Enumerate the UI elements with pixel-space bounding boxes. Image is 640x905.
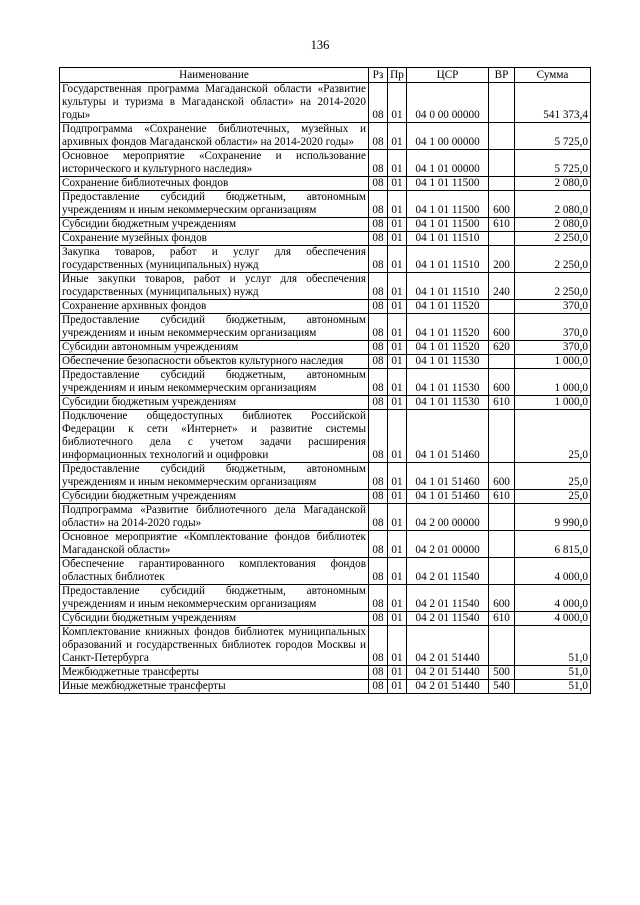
cell-rz: 08 [369,218,388,232]
cell-vr: 610 [489,396,515,410]
cell-name: Подпрограмма «Сохранение библиотечных, музейных и архивных фондов Магаданской области» на 2014-2020 годы» [60,123,369,150]
cell-sum: 25,0 [515,410,591,463]
cell-sum: 5 725,0 [515,150,591,177]
cell-name: Субсидии бюджетным учреждениям [60,490,369,504]
cell-sum: 51,0 [515,666,591,680]
cell-csr: 04 1 01 11500 [407,218,489,232]
table-row [60,410,591,463]
cell-name: Субсидии бюджетным учреждениям [60,218,369,232]
cell-csr: 04 1 01 11510 [407,232,489,246]
cell-sum: 1 000,0 [515,369,591,396]
cell-csr: 04 1 01 11530 [407,369,489,396]
cell-sum: 6 815,0 [515,531,591,558]
table-row [60,531,591,558]
cell-rz: 08 [369,612,388,626]
cell-pr: 01 [388,531,407,558]
cell-csr: 04 1 01 11500 [407,177,489,191]
cell-name: Государственная программа Магаданской области «Развитие культуры и туризма в Магаданской области» на 2014-2020 годы» [60,83,369,123]
cell-rz: 08 [369,341,388,355]
cell-sum: 51,0 [515,626,591,666]
cell-vr: 600 [489,191,515,218]
cell-rz: 08 [369,83,388,123]
table-row [60,123,591,150]
cell-rz: 08 [369,369,388,396]
cell-pr: 01 [388,680,407,694]
cell-vr [489,626,515,666]
cell-sum: 4 000,0 [515,585,591,612]
cell-pr: 01 [388,585,407,612]
cell-sum: 4 000,0 [515,612,591,626]
cell-csr: 04 1 01 11520 [407,341,489,355]
cell-csr: 04 2 01 11540 [407,585,489,612]
table-row [60,626,591,666]
table-row [60,232,591,246]
table-row [60,490,591,504]
cell-vr: 610 [489,490,515,504]
cell-csr: 04 2 01 11540 [407,558,489,585]
table-row [60,585,591,612]
cell-name: Межбюджетные трансферты [60,666,369,680]
header-vr: ВР [489,68,515,83]
cell-pr: 01 [388,123,407,150]
cell-rz: 08 [369,232,388,246]
cell-sum: 25,0 [515,463,591,490]
cell-pr: 01 [388,558,407,585]
cell-name: Закупка товаров, работ и услуг для обеспечения государственных (муниципальных) нужд [60,246,369,273]
cell-pr: 01 [388,463,407,490]
header-pr: Пр [388,68,407,83]
cell-csr: 04 1 01 11510 [407,273,489,300]
cell-name: Сохранение архивных фондов [60,300,369,314]
cell-csr: 04 1 01 11510 [407,246,489,273]
cell-csr: 04 1 01 11520 [407,300,489,314]
cell-vr [489,410,515,463]
cell-sum: 2 250,0 [515,232,591,246]
cell-name: Предоставление субсидий бюджетным, автономным учреждениям и иным некоммерческим организациям [60,314,369,341]
cell-vr [489,558,515,585]
table-row [60,341,591,355]
cell-vr: 610 [489,218,515,232]
cell-sum: 2 080,0 [515,191,591,218]
cell-sum: 370,0 [515,300,591,314]
cell-rz: 08 [369,626,388,666]
cell-csr: 04 1 01 51460 [407,463,489,490]
cell-name: Субсидии бюджетным учреждениям [60,612,369,626]
cell-rz: 08 [369,396,388,410]
cell-pr: 01 [388,314,407,341]
cell-sum: 5 725,0 [515,123,591,150]
cell-name: Субсидии автономным учреждениям [60,341,369,355]
table-row [60,666,591,680]
cell-rz: 08 [369,585,388,612]
cell-csr: 04 1 01 51460 [407,490,489,504]
cell-name: Сохранение библиотечных фондов [60,177,369,191]
cell-sum: 2 250,0 [515,246,591,273]
cell-vr [489,232,515,246]
cell-name: Подпрограмма «Развитие библиотечного дела Магаданской области» на 2014-2020 годы» [60,504,369,531]
cell-pr: 01 [388,218,407,232]
table-row [60,246,591,273]
table-row [60,680,591,694]
cell-pr: 01 [388,504,407,531]
cell-csr: 04 1 01 00000 [407,150,489,177]
cell-sum: 541 373,4 [515,83,591,123]
cell-csr: 04 1 01 11530 [407,396,489,410]
table-row [60,218,591,232]
cell-vr: 500 [489,666,515,680]
cell-rz: 08 [369,666,388,680]
cell-vr [489,300,515,314]
cell-vr: 600 [489,314,515,341]
cell-pr: 01 [388,666,407,680]
cell-csr: 04 1 01 51460 [407,410,489,463]
cell-vr: 600 [489,463,515,490]
header-sum: Сумма [515,68,591,83]
cell-vr: 200 [489,246,515,273]
cell-sum: 2 250,0 [515,273,591,300]
header-rz: Рз [369,68,388,83]
cell-pr: 01 [388,490,407,504]
cell-rz: 08 [369,680,388,694]
page-number: 136 [310,38,330,52]
cell-vr: 540 [489,680,515,694]
cell-name: Предоставление субсидий бюджетным, автономным учреждениям и иным некоммерческим организациям [60,369,369,396]
budget-table [59,67,591,694]
table-row [60,177,591,191]
cell-name: Сохранение музейных фондов [60,232,369,246]
cell-csr: 04 1 00 00000 [407,123,489,150]
table-row [60,273,591,300]
cell-vr [489,83,515,123]
table-row [60,396,591,410]
cell-csr: 04 1 01 11530 [407,355,489,369]
table-row [60,191,591,218]
cell-sum: 370,0 [515,341,591,355]
cell-name: Подключение общедоступных библиотек Российской Федерации к сети «Интернет» и развитие системы библиотечного дела с учетом задачи расширения информационных технологий и оцифровки [60,410,369,463]
cell-csr: 04 2 01 51440 [407,626,489,666]
cell-sum: 51,0 [515,680,591,694]
cell-rz: 08 [369,191,388,218]
table-row [60,463,591,490]
cell-rz: 08 [369,177,388,191]
cell-vr [489,531,515,558]
cell-name: Основное мероприятие «Сохранение и использование исторического и культурного наследия» [60,150,369,177]
cell-vr: 600 [489,369,515,396]
cell-pr: 01 [388,150,407,177]
table-row [60,150,591,177]
cell-rz: 08 [369,355,388,369]
cell-vr [489,355,515,369]
cell-sum: 2 080,0 [515,218,591,232]
cell-pr: 01 [388,273,407,300]
cell-pr: 01 [388,300,407,314]
cell-rz: 08 [369,123,388,150]
cell-name: Иные закупки товаров, работ и услуг для обеспечения государственных (муниципальных) нужд [60,273,369,300]
cell-rz: 08 [369,314,388,341]
table-row [60,314,591,341]
table-row [60,355,591,369]
cell-csr: 04 2 01 11540 [407,612,489,626]
cell-vr: 620 [489,341,515,355]
cell-pr: 01 [388,177,407,191]
table-row [60,83,591,123]
cell-rz: 08 [369,531,388,558]
cell-rz: 08 [369,273,388,300]
cell-name: Иные межбюджетные трансферты [60,680,369,694]
cell-csr: 04 1 01 11520 [407,314,489,341]
table-row [60,612,591,626]
cell-rz: 08 [369,246,388,273]
cell-pr: 01 [388,396,407,410]
cell-vr [489,123,515,150]
cell-pr: 01 [388,626,407,666]
cell-vr: 600 [489,585,515,612]
cell-sum: 25,0 [515,490,591,504]
cell-name: Предоставление субсидий бюджетным, автономным учреждениям и иным некоммерческим организациям [60,585,369,612]
cell-name: Основное мероприятие «Комплектование фондов библиотек Магаданской области» [60,531,369,558]
table-row [60,504,591,531]
cell-vr [489,504,515,531]
cell-csr: 04 1 01 11500 [407,191,489,218]
cell-pr: 01 [388,410,407,463]
cell-name: Комплектование книжных фондов библиотек муниципальных образований и государственных библиотек городов Москвы и Санкт-Петербурга [60,626,369,666]
cell-pr: 01 [388,341,407,355]
cell-sum: 2 080,0 [515,177,591,191]
cell-pr: 01 [388,232,407,246]
cell-pr: 01 [388,369,407,396]
header-name: Наименование [60,68,369,83]
cell-csr: 04 2 01 00000 [407,531,489,558]
cell-name: Предоставление субсидий бюджетным, автономным учреждениям и иным некоммерческим организациям [60,191,369,218]
cell-name: Субсидии бюджетным учреждениям [60,396,369,410]
table-header-row [60,68,591,83]
cell-rz: 08 [369,490,388,504]
table-row [60,369,591,396]
cell-rz: 08 [369,504,388,531]
cell-vr [489,150,515,177]
cell-rz: 08 [369,463,388,490]
cell-csr: 04 2 01 51440 [407,680,489,694]
cell-pr: 01 [388,83,407,123]
cell-name: Предоставление субсидий бюджетным, автономным учреждениям и иным некоммерческим организациям [60,463,369,490]
cell-sum: 370,0 [515,314,591,341]
cell-vr: 240 [489,273,515,300]
cell-vr [489,177,515,191]
table-row [60,300,591,314]
cell-pr: 01 [388,612,407,626]
cell-rz: 08 [369,150,388,177]
cell-sum: 1 000,0 [515,396,591,410]
cell-csr: 04 0 00 00000 [407,83,489,123]
cell-sum: 1 000,0 [515,355,591,369]
cell-sum: 4 000,0 [515,558,591,585]
cell-csr: 04 2 00 00000 [407,504,489,531]
table-body [60,83,591,694]
table-row [60,558,591,585]
cell-rz: 08 [369,558,388,585]
cell-rz: 08 [369,300,388,314]
header-csr: ЦСР [407,68,489,83]
cell-name: Обеспечение безопасности объектов культурного наследия [60,355,369,369]
cell-rz: 08 [369,410,388,463]
cell-pr: 01 [388,355,407,369]
cell-csr: 04 2 01 51440 [407,666,489,680]
cell-pr: 01 [388,191,407,218]
cell-name: Обеспечение гарантированного комплектования фондов областных библиотек [60,558,369,585]
cell-vr: 610 [489,612,515,626]
cell-sum: 9 990,0 [515,504,591,531]
cell-pr: 01 [388,246,407,273]
